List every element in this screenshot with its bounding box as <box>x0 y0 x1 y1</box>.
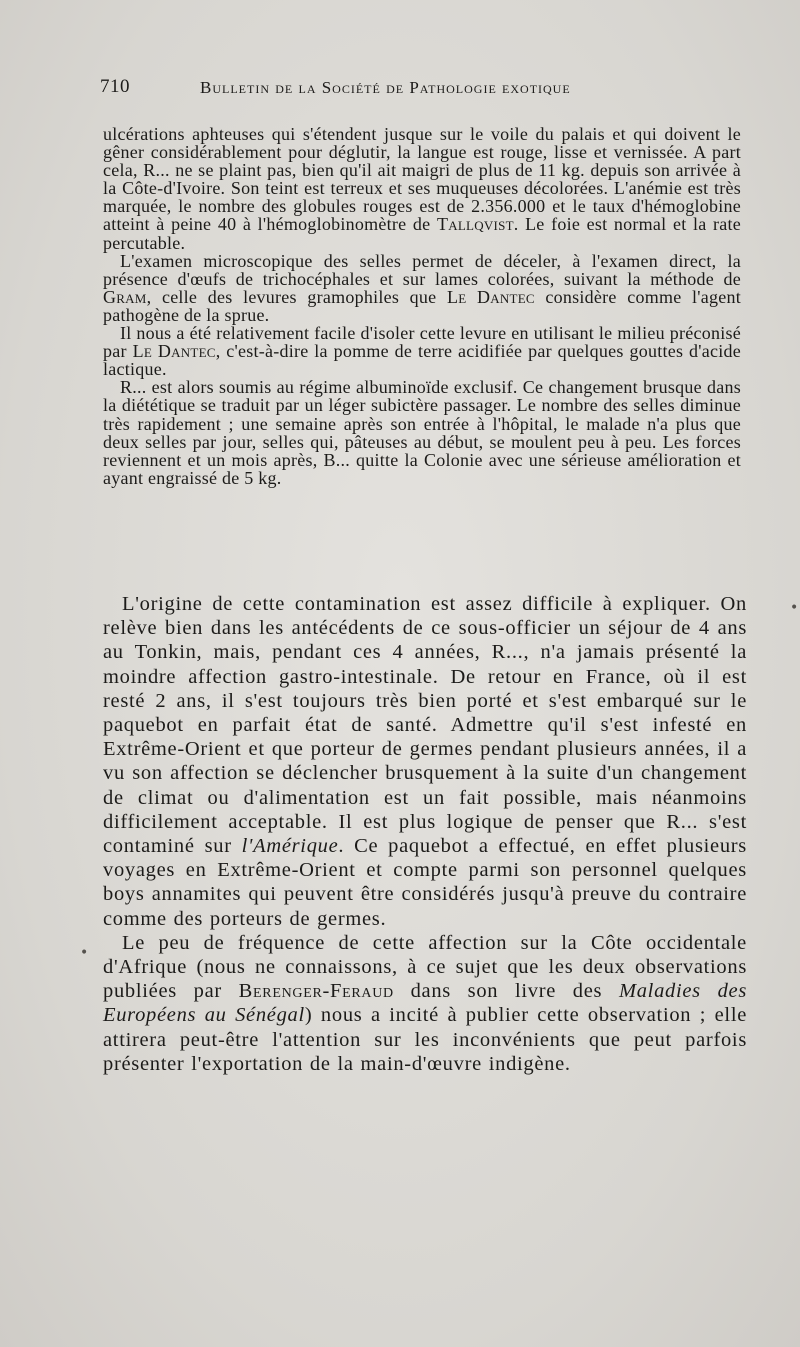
book-title: Maladies des Européens au Sénégal <box>103 980 748 1027</box>
paragraph-6: Le peu de fréquence de cette affection sur la Côte occidentale d'Afrique (nous ne connaissons, à ce sujet que les deux observations publiées par Berenger-Feraud dans son livre des Maladies des Européens au Sénégal) nous a incité à publier cette observation ; elle attirera peut-être l'attention sur les inconvénients que peut parfois présenter l'exportation de la main-d'œuvre indigène. <box>103 931 748 1075</box>
margin-dot: • <box>790 600 799 616</box>
discussion-text <box>103 592 747 1076</box>
author-name: Tallqvist <box>436 214 514 235</box>
author-name: Berenger-Feraud <box>238 980 394 1003</box>
author-name: Le Dantec <box>132 341 216 362</box>
running-title: Bulletin de la Société de Pathologie exotique <box>200 78 571 97</box>
page-header <box>100 76 760 100</box>
paragraph-2: L'examen microscopique des selles permet de déceler, à l'examen direct, la présence d'œufs de trichocéphales et sur lames colorées, suivant la méthode de Gram, celle des levures gramophiles que Le Dantec considère comme l'agent pathogène de la sprue. <box>103 250 741 325</box>
paragraph-4: R... est alors soumis au régime albuminoïde exclusif. Ce changement brusque dans la diététique se traduit par un léger subictère passager. Le nombre des selles diminue très rapidement ; une semaine après son entrée à l'hôpital, le malade n'a plus que deux selles par jour, selles qui, pâteuses au début, se moulent peu à peu. Les forces reviennent et un mois après, B... quitte la Colonie avec une sérieuse amélioration et ayant engraissé de 5 kg. <box>103 377 741 488</box>
author-name: Le Dantec <box>447 286 535 307</box>
author-name: Gram <box>103 286 147 307</box>
margin-dot: • <box>80 945 89 961</box>
page-number: 710 <box>100 76 130 97</box>
ship-name: l'Amérique <box>241 835 339 858</box>
paragraph-1: ulcérations aphteuses qui s'étendent jusque sur le voile du palais et qui doivent le gêner considérablement pour déglutir, la langue est rouge, lisse et vernissée. A part cela, R... ne se plaint pas, bien qu'il ait maigri de plus de 11 kg. depuis son arrivée à la Côte-d'Ivoire. Son teint est terreux et ses muqueuses décolorées. L'anémie est très marquée, le nombre des globules rouges est de 2.356.000 et le taux d'hémoglobine atteint à peine 40 à l'hémoglobinomètre de Tallqvist. Le foie est normal et la rate percutable. <box>103 124 741 253</box>
paragraph-3: Il nous a été relativement facile d'isoler cette levure en utilisant le milieu préconisé par Le Dantec, c'est-à-dire la pomme de terre acidifiée par quelques gouttes d'acide lactique. <box>103 323 742 380</box>
paragraph-5: L'origine de cette contamination est assez difficile à expliquer. On relève bien dans les antécédents de ce sous-officier un séjour de 4 ans au Tonkin, mais, pendant ces 4 années, R..., n'a jamais présenté la moindre affection gastro-intestinale. De retour en France, où il est resté 2 ans, il s'est toujours très bien porté et s'est embarqué sur le paquebot en parfait état de santé. Admettre qu'il s'est infesté en Extrême-Orient et que porteur de germes pendant plusieurs années, il a vu son affection se déclencher brusquement à la suite d'un changement de climat ou d'alimentation est un fait possible, mais néanmoins difficilement acceptable. Il est plus logique de penser que R... s'est contaminé sur l'Amérique. Ce paquebot a effectué, en effet plusieurs voyages en Extrême-Orient et compte parmi son personnel quelques boys annamites qui peuvent être considérés jusqu'à preuve du contraire comme des porteurs de germes. <box>103 593 747 930</box>
case-report-text <box>103 125 741 487</box>
